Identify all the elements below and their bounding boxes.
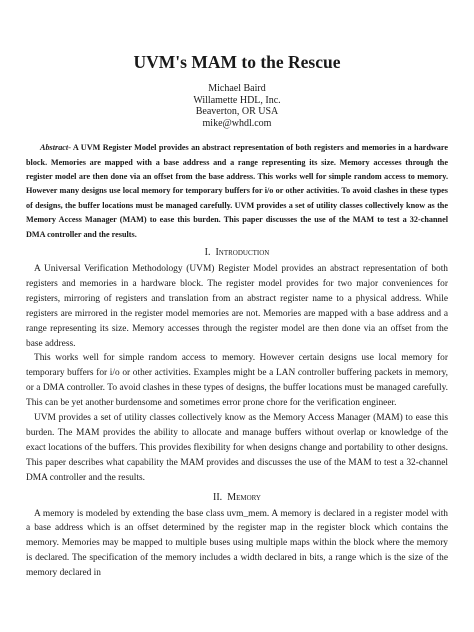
author-email[interactable]: mike@whdl.com bbox=[202, 117, 272, 129]
author-affiliation: Willamette HDL, Inc. bbox=[193, 94, 281, 106]
abstract bbox=[26, 141, 448, 242]
section-number: I. bbox=[204, 246, 211, 258]
section-heading-memory bbox=[26, 492, 448, 504]
section-heading-introduction bbox=[26, 247, 448, 259]
author-name: Michael Baird bbox=[208, 83, 266, 95]
intro-paragraph-1: A Universal Verification Methodology (UVM) Register Model provides an abstract representation of both registers and memories in a hardware block. The register model provides for two major conveniences for registers, mirroring of registers and translation from an abstract register name to a physical address. While registers are mirrored in the register model memories are not. Memories are mapped with a base address and a range representing its size. Memory accesses through the register model are then done via an offset from the base address. bbox=[26, 263, 448, 349]
author-location: Beaverton, OR USA bbox=[195, 106, 279, 118]
paper-title: UVM's MAM to the Rescue bbox=[133, 52, 341, 72]
author-block bbox=[26, 83, 448, 129]
abstract-text: A UVM Register Model provides an abstract representation of both registers and memories in a hardware block. Memories are mapped with a base address and a range representing its size. Memory accesses through the register model are then done via an offset from the base address. This works well for simple random access to memory. However many designs use local memory for temporary buffers for i/o or other activities. To avoid clashes in these types of designs, the buffer locations must be managed carefully. UVM provides a set of utility classes collectively know as the Memory Access Manager (MAM) to ease this burden. This paper discusses the use of the MAM to test a 32-channel DMA controller and the results. bbox=[26, 143, 448, 239]
intro-paragraph-2: This works well for simple random access to memory. However certain designs use local memory for temporary buffers for i/o or other activities. Examples might be a LAN controller buffering packets in memory, or a DMA controller. To avoid clashes in these types of designs, the buffer locations must be managed carefully. This can be yet another burdensome and sometimes error prone chore for the verification engineer. bbox=[26, 353, 448, 409]
section-number: II. bbox=[213, 491, 223, 503]
memory-paragraph-1: A memory is modeled by extending the base class uvm_mem. A memory is declared in a register model with a base address which is an offset determined by the register map in the register block which contains the memory. Memories may be mapped to multiple buses using multiple maps within the block where the memory is declared. The specification of the memory includes a width declared in bits, a range which is the size of the memory declared in bbox=[26, 508, 448, 579]
section-title: Introduction bbox=[215, 246, 270, 258]
intro-paragraph-3: UVM provides a set of utility classes collectively know as the Memory Access Manager (MAM) to ease this burden. The MAM provides the ability to allocate and manage buffers without overlap or knowledge of the exact locations of the buffers. This provides flexibility for when designs change and portability to other designs. This paper describes what capability the MAM provides and discusses the use of the MAM to test a 32-channel DMA controller and the results. bbox=[26, 413, 448, 483]
abstract-label: Abstract- bbox=[40, 143, 71, 153]
section-title: Memory bbox=[227, 491, 261, 503]
